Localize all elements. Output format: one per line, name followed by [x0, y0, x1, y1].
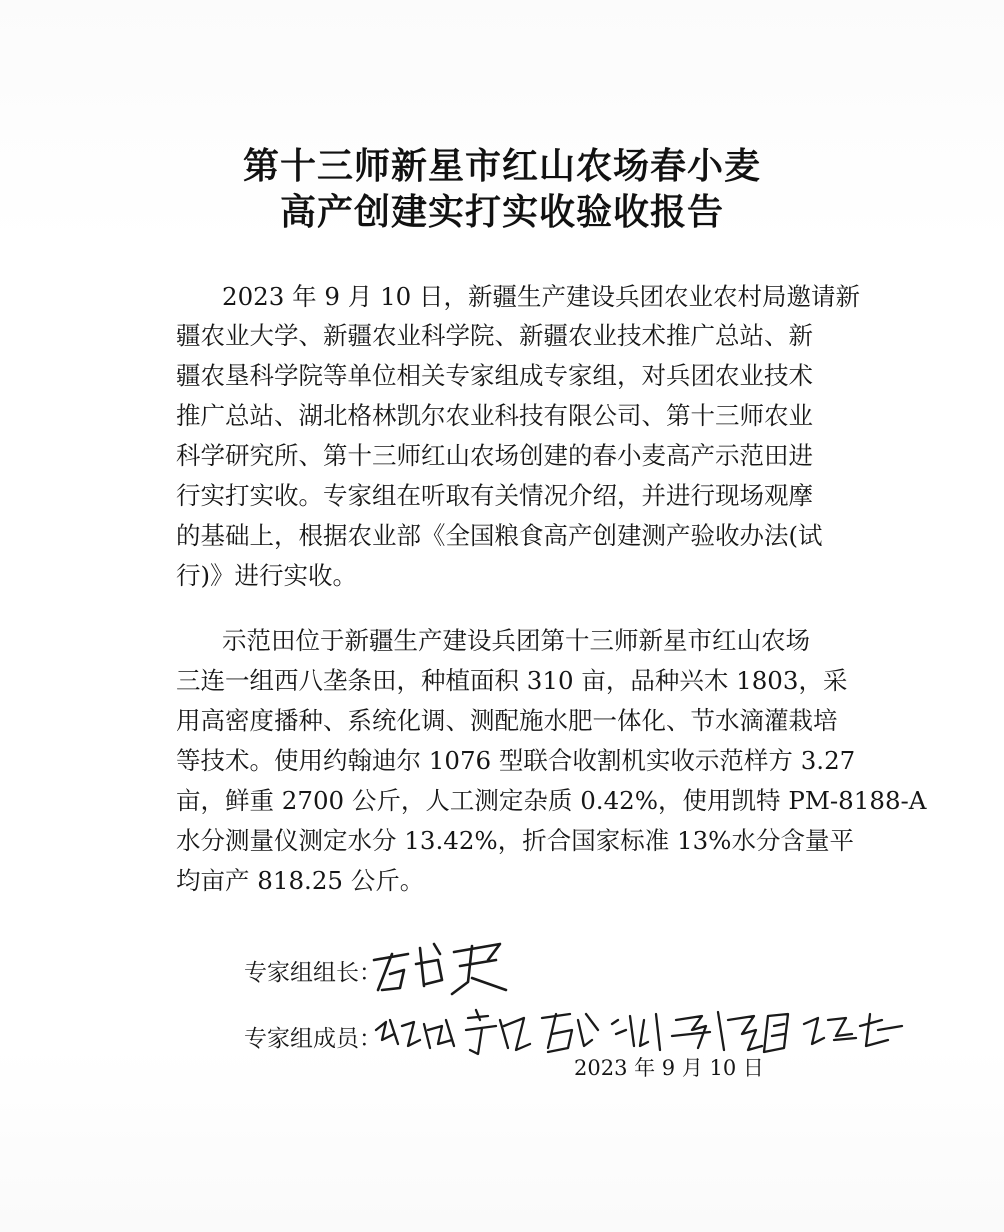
- paragraph-1-line: 行实打实收。专家组在听取有关情况介绍，并进行现场观摩: [176, 481, 813, 510]
- paragraph-1-line: 推广总站、湖北格林凯尔农业科技有限公司、第十三师农业: [176, 401, 813, 430]
- expert-leader-label: 专家组组长：: [244, 960, 382, 986]
- paragraph-2-line: 等技术。使用约翰迪尔 1076 型联合收割机实收示范样方 3.27: [176, 746, 856, 775]
- paragraph-1-line: 科学研究所、第十三师红山农场创建的春小麦高产示范田进: [176, 441, 813, 470]
- report-title-line-2: 高产创建实打实收验收报告: [279, 191, 724, 233]
- paragraph-2-line: 用高密度播种、系统化调、测配施水肥一体化、节水滴灌栽培: [176, 706, 838, 735]
- signature-date: 2023 年 9 月 10 日: [574, 1056, 764, 1080]
- paragraph-1-line: 2023 年 9 月 10 日，新疆生产建设兵团农业农村局邀请新: [222, 282, 861, 311]
- report-title-line-1: 第十三师新星市红山农场春小麦: [242, 145, 761, 187]
- paragraph-2-line: 水分测量仪测定水分 13.42%，折合国家标准 13%水分含量平: [176, 826, 854, 855]
- members-signatures: [372, 990, 912, 1060]
- expert-members-label: 专家组成员：: [244, 1026, 382, 1052]
- paragraph-2-line: 三连一组西八垄条田，种植面积 310 亩，品种兴木 1803，采: [176, 666, 848, 695]
- paragraph-2-line: 示范田位于新疆生产建设兵团第十三师新星市红山农场: [222, 626, 810, 655]
- paragraph-1-line: 的基础上，根据农业部《全国粮食高产创建测产验收办法(试: [176, 521, 823, 550]
- paragraph-1-line: 疆农业大学、新疆农业科学院、新疆农业技术推广总站、新: [176, 321, 813, 350]
- paragraph-2-line: 均亩产 818.25 公斤。: [176, 866, 425, 895]
- paragraph-1-line: 行)》进行实收。: [176, 561, 358, 590]
- paragraph-1-line: 疆农垦科学院等单位相关专家组成专家组，对兵团农业技术: [176, 361, 813, 390]
- paragraph-2-line: 亩，鲜重 2700 公斤，人工测定杂质 0.42%，使用凯特 PM-8188-A: [176, 786, 927, 815]
